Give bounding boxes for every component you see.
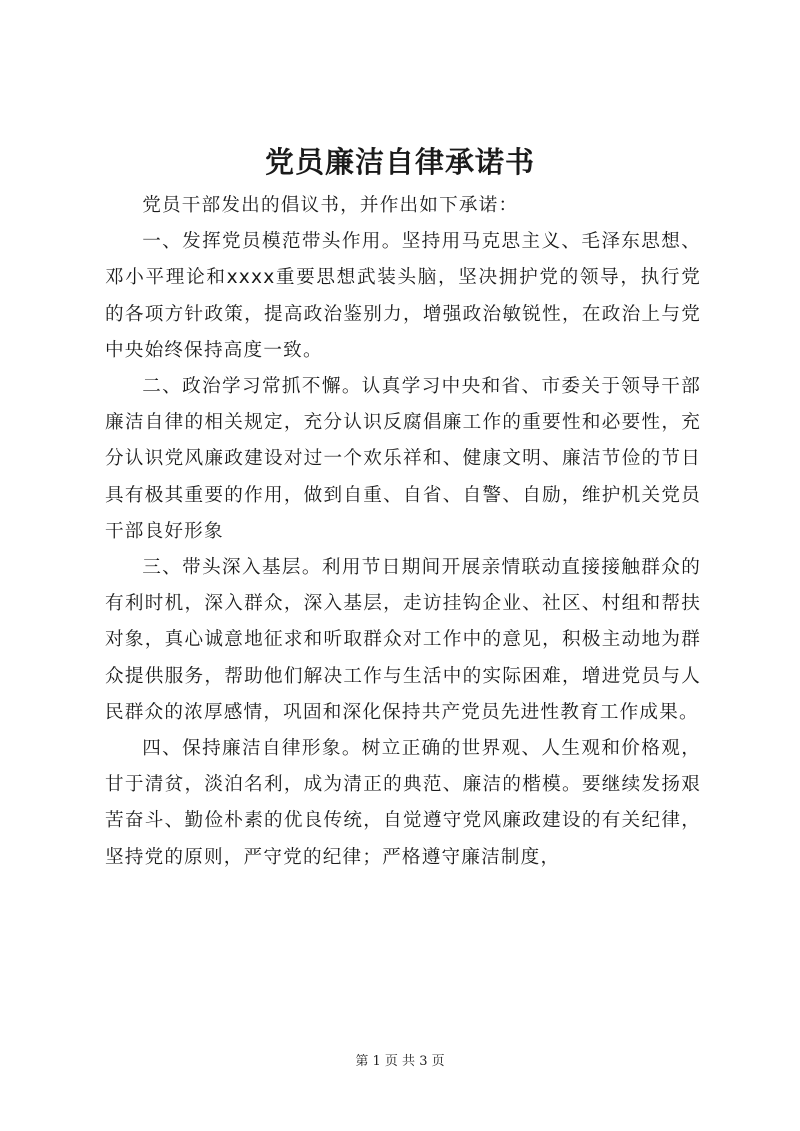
paragraph-1: 一、发挥党员模范带头作用。坚持用马克思主义、毛泽东思想、邓小平理论和xxxx重要思想武装头脑，坚决拥护党的领导，执行党的各项方针政策，提高政治鉴别力，增强政治敏锐性，在政治上与党中央始终保持高度一致。 — [105, 231, 701, 361]
paragraph-intro: 党员干部发出的倡议书，并作出如下承诺： — [142, 195, 519, 216]
document-body — [105, 188, 701, 876]
document-title: 党员廉洁自律承诺书 — [264, 145, 535, 179]
paragraph-2: 二、政治学习常抓不懈。认真学习中央和省、市委关于领导干部廉洁自律的相关规定，充分认识反腐倡廉工作的重要性和必要性，充分认识党风廉政建设对过一个欢乐祥和、健康文明、廉洁节俭的节日具有极其重要的作用，做到自重、自省、自警、自励，维护机关党员干部良好形象 — [105, 376, 701, 542]
page-number-footer: 第 1 页 共 3 页 — [355, 1054, 445, 1069]
paragraph-3: 三、带头深入基层。利用节日期间开展亲情联动直接接触群众的有利时机，深入群众，深入基层，走访挂钩企业、社区、村组和帮扶对象，真心诚意地征求和听取群众对工作中的意见，积极主动地为群众提供服务，帮助他们解决工作与生活中的实际困难，增进党员与人民群众的浓厚感情，巩固和深化保持共产党员先进性教育工作成果。 — [105, 557, 701, 723]
paragraph-4: 四、保持廉洁自律形象。树立正确的世界观、人生观和价格观，甘于清贫，淡泊名利，成为清正的典范、廉洁的楷模。要继续发扬艰苦奋斗、勤俭朴素的优良传统，自觉遵守党风廉政建设的有关纪律，坚持党的原则，严守党的纪律；严格遵守廉洁制度， — [105, 738, 701, 868]
